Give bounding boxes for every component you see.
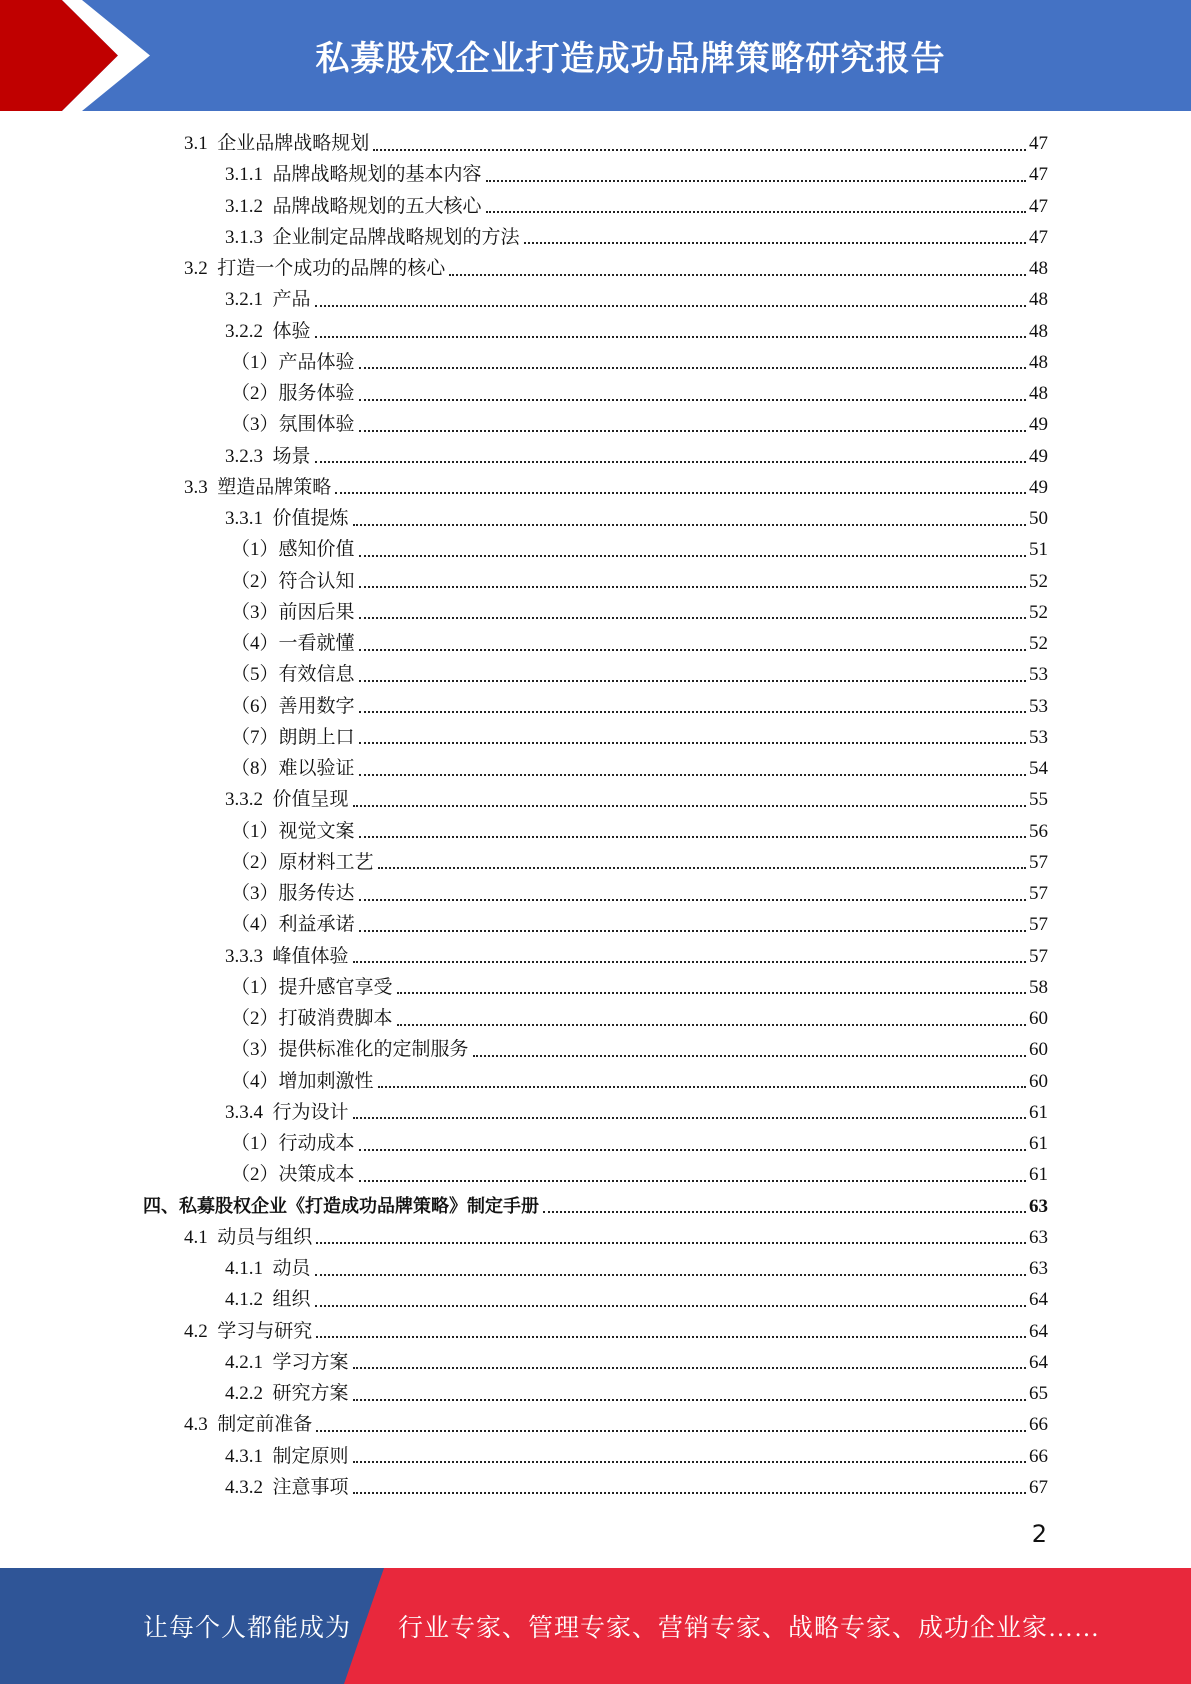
toc-entry-page: 52: [1029, 601, 1048, 623]
toc-leader-dots: [353, 1117, 1026, 1119]
toc-entry[interactable]: [0, 753, 1048, 784]
toc-entry[interactable]: [0, 1066, 1048, 1097]
toc-entry-label: 4.3 制定前准备: [184, 1414, 313, 1436]
toc-entry[interactable]: [0, 1347, 1048, 1378]
toc-leader-dots: [543, 1211, 1026, 1213]
toc-entry-label: （5）有效信息: [231, 664, 355, 686]
toc-entry[interactable]: [0, 1128, 1048, 1159]
toc-entry[interactable]: [0, 597, 1048, 628]
toc-leader-dots: [315, 461, 1026, 463]
toc-entry-page: 60: [1029, 1008, 1048, 1030]
toc-entry-page: 61: [1029, 1133, 1048, 1155]
toc-entry-label: 4.2.1 学习方案: [225, 1351, 349, 1373]
toc-entry[interactable]: [0, 941, 1048, 972]
toc-entry-label: （1）视觉文案: [231, 820, 355, 842]
toc-entry-label: （4）利益承诺: [231, 914, 355, 936]
toc-leader-dots: [316, 1242, 1026, 1244]
toc-entry-label: 3.3 塑造品牌策略: [184, 476, 332, 498]
toc-entry-page: 52: [1029, 633, 1048, 655]
toc-entry[interactable]: [0, 1378, 1048, 1409]
toc-entry-label: 3.1 企业品牌战略规划: [184, 133, 370, 155]
toc-entry-label: （3）提供标准化的定制服务: [231, 1039, 469, 1061]
toc-leader-dots: [359, 742, 1026, 744]
toc-entry-page: 63: [1029, 1195, 1048, 1217]
page-footer: [0, 1568, 1191, 1684]
toc-leader-dots: [359, 836, 1026, 838]
toc-entry[interactable]: [0, 659, 1048, 690]
toc-entry[interactable]: [0, 503, 1048, 534]
toc-leader-dots: [359, 774, 1026, 776]
toc-entry[interactable]: [0, 159, 1048, 190]
toc-entry[interactable]: [0, 409, 1048, 440]
toc-entry[interactable]: [0, 128, 1048, 159]
toc-entry[interactable]: [0, 972, 1048, 1003]
toc-entry[interactable]: [0, 691, 1048, 722]
toc-entry-page: 48: [1029, 289, 1048, 311]
toc-entry-page: 57: [1029, 945, 1048, 967]
toc-entry[interactable]: [0, 347, 1048, 378]
toc-leader-dots: [486, 180, 1026, 182]
toc-leader-dots: [359, 617, 1026, 619]
toc-entry[interactable]: [0, 1472, 1048, 1503]
toc-entry-page: 51: [1029, 539, 1048, 561]
toc-leader-dots: [316, 1336, 1026, 1338]
toc-leader-dots: [359, 399, 1026, 401]
toc-entry-page: 48: [1029, 320, 1048, 342]
toc-entry-label: （2）原材料工艺: [231, 851, 374, 873]
toc-entry-page: 49: [1029, 476, 1048, 498]
toc-entry-label: 3.3.4 行为设计: [225, 1101, 349, 1123]
toc-leader-dots: [335, 492, 1026, 494]
toc-leader-dots: [353, 805, 1026, 807]
toc-entry-page: 61: [1029, 1164, 1048, 1186]
toc-entry[interactable]: [0, 1441, 1048, 1472]
toc-entry-label: 3.3.2 价值呈现: [225, 789, 349, 811]
toc-entry-label: （2）打破消费脚本: [231, 1008, 393, 1030]
page-number: 2: [1031, 1520, 1047, 1548]
toc-entry[interactable]: [0, 909, 1048, 940]
toc-leader-dots: [359, 586, 1026, 588]
toc-entry-page: 66: [1029, 1445, 1048, 1467]
toc-entry[interactable]: [0, 534, 1048, 565]
toc-entry[interactable]: [0, 878, 1048, 909]
toc-entry[interactable]: [0, 1097, 1048, 1128]
toc-leader-dots: [353, 1367, 1026, 1369]
toc-entry-label: 3.3.3 峰值体验: [225, 945, 349, 967]
toc-entry-label: （4）增加刺激性: [231, 1070, 374, 1092]
toc-entry-page: 47: [1029, 164, 1048, 186]
toc-leader-dots: [359, 367, 1026, 369]
toc-leader-dots: [359, 930, 1026, 932]
toc-entry-label: 4.2.2 研究方案: [225, 1383, 349, 1405]
toc-entry[interactable]: [0, 253, 1048, 284]
toc-entry-label: 3.2.3 场景: [225, 445, 311, 467]
toc-leader-dots: [397, 1024, 1026, 1026]
toc-leader-dots: [359, 430, 1026, 432]
toc-entry[interactable]: [0, 816, 1048, 847]
toc-entry-page: 57: [1029, 914, 1048, 936]
toc-entry-page: 48: [1029, 258, 1048, 280]
toc-leader-dots: [397, 992, 1026, 994]
toc-entry-label: （4）一看就懂: [231, 633, 355, 655]
toc-entry-page: 52: [1029, 570, 1048, 592]
toc-entry-page: 53: [1029, 664, 1048, 686]
footer-slogan-right: 行业专家、管理专家、营销专家、战略专家、成功企业家……: [398, 1615, 1101, 1642]
toc-entry-label: 3.2.1 产品: [225, 289, 311, 311]
toc-entry-label: 3.2 打造一个成功的品牌的核心: [184, 258, 446, 280]
header-chevron-decoration: [0, 0, 160, 111]
toc-entry[interactable]: [0, 472, 1048, 503]
toc-entry-label: 3.1.3 企业制定品牌战略规划的方法: [225, 226, 520, 248]
toc-entry-page: 67: [1029, 1476, 1048, 1498]
toc-entry-page: 53: [1029, 726, 1048, 748]
toc-entry-label: 4.1 动员与组织: [184, 1226, 313, 1248]
toc-entry[interactable]: [0, 847, 1048, 878]
toc-entry-page: 47: [1029, 226, 1048, 248]
toc-leader-dots: [315, 1305, 1026, 1307]
toc-leader-dots: [359, 680, 1026, 682]
toc-entry-page: 54: [1029, 758, 1048, 780]
toc-entry-label: （6）善用数字: [231, 695, 355, 717]
toc-entry[interactable]: [0, 784, 1048, 815]
toc-leader-dots: [359, 899, 1026, 901]
toc-entry-page: 64: [1029, 1289, 1048, 1311]
toc-leader-dots: [378, 867, 1026, 869]
toc-entry-page: 64: [1029, 1351, 1048, 1373]
toc-entry-page: 58: [1029, 976, 1048, 998]
toc-entry[interactable]: [0, 1253, 1048, 1284]
toc-entry-label: （2）决策成本: [231, 1164, 355, 1186]
toc-entry-page: 63: [1029, 1258, 1048, 1280]
toc-leader-dots: [353, 1492, 1026, 1494]
toc-entry-page: 49: [1029, 414, 1048, 436]
toc-entry[interactable]: [0, 722, 1048, 753]
toc-entry-label: 四、私募股权企业《打造成功品牌策略》制定手册: [143, 1195, 539, 1217]
toc-entry-label: （1）产品体验: [231, 351, 355, 373]
report-title: 私募股权企业打造成功品牌策略研究报告: [315, 39, 946, 79]
toc-entry[interactable]: [0, 378, 1048, 409]
toc-entry-label: （2）符合认知: [231, 570, 355, 592]
toc-entry[interactable]: [0, 1222, 1048, 1253]
toc-leader-dots: [373, 149, 1026, 151]
toc-leader-dots: [359, 1180, 1026, 1182]
toc-entry[interactable]: [0, 191, 1048, 222]
toc-entry[interactable]: [0, 1191, 1048, 1222]
toc-entry-label: 3.1.1 品牌战略规划的基本内容: [225, 164, 482, 186]
toc-entry-page: 48: [1029, 351, 1048, 373]
footer-slogan-left: 让每个人都能成为: [143, 1615, 352, 1642]
toc-leader-dots: [353, 524, 1026, 526]
toc-entry[interactable]: [0, 628, 1048, 659]
toc-entry-label: 3.2.2 体验: [225, 320, 311, 342]
toc-entry-label: 4.3.2 注意事项: [225, 1476, 349, 1498]
table-of-contents: [0, 128, 1191, 1503]
toc-entry[interactable]: [0, 1316, 1048, 1347]
toc-leader-dots: [359, 1149, 1026, 1151]
toc-entry-label: 3.3.1 价值提炼: [225, 508, 349, 530]
toc-leader-dots: [486, 211, 1026, 213]
toc-entry-page: 47: [1029, 195, 1048, 217]
toc-entry-label: （1）提升感官享受: [231, 976, 393, 998]
toc-leader-dots: [316, 1430, 1026, 1432]
toc-entry[interactable]: [0, 441, 1048, 472]
toc-entry-label: 3.1.2 品牌战略规划的五大核心: [225, 195, 482, 217]
toc-entry-page: 55: [1029, 789, 1048, 811]
toc-entry-label: 4.1.1 动员: [225, 1258, 311, 1280]
toc-entry-page: 49: [1029, 445, 1048, 467]
toc-entry[interactable]: [0, 222, 1048, 253]
toc-entry[interactable]: [0, 1159, 1048, 1190]
toc-entry-page: 60: [1029, 1039, 1048, 1061]
toc-entry-label: （3）氛围体验: [231, 414, 355, 436]
toc-entry-page: 63: [1029, 1226, 1048, 1248]
toc-leader-dots: [315, 336, 1026, 338]
toc-entry[interactable]: [0, 316, 1048, 347]
toc-entry-label: （2）服务体验: [231, 383, 355, 405]
toc-entry-label: （3）前因后果: [231, 601, 355, 623]
toc-entry-label: 4.2 学习与研究: [184, 1320, 313, 1342]
toc-leader-dots: [524, 242, 1026, 244]
toc-entry-page: 57: [1029, 883, 1048, 905]
toc-entry-label: （1）感知价值: [231, 539, 355, 561]
toc-entry[interactable]: [0, 284, 1048, 315]
toc-entry[interactable]: [0, 1003, 1048, 1034]
page-header: [0, 0, 1191, 111]
toc-entry[interactable]: [0, 1284, 1048, 1315]
toc-entry[interactable]: [0, 1409, 1048, 1440]
toc-entry-page: 47: [1029, 133, 1048, 155]
toc-entry-page: 66: [1029, 1414, 1048, 1436]
toc-entry[interactable]: [0, 566, 1048, 597]
toc-entry-label: 4.1.2 组织: [225, 1289, 311, 1311]
toc-entry[interactable]: [0, 1034, 1048, 1065]
toc-entry-label: （8）难以验证: [231, 758, 355, 780]
toc-leader-dots: [359, 555, 1026, 557]
toc-leader-dots: [315, 1274, 1026, 1276]
toc-entry-page: 57: [1029, 851, 1048, 873]
toc-entry-page: 53: [1029, 695, 1048, 717]
toc-entry-page: 60: [1029, 1070, 1048, 1092]
toc-entry-page: 64: [1029, 1320, 1048, 1342]
toc-leader-dots: [449, 274, 1026, 276]
toc-entry-page: 50: [1029, 508, 1048, 530]
toc-leader-dots: [353, 1399, 1026, 1401]
toc-entry-label: （7）朗朗上口: [231, 726, 355, 748]
toc-leader-dots: [353, 1461, 1026, 1463]
toc-leader-dots: [359, 711, 1026, 713]
toc-entry-page: 65: [1029, 1383, 1048, 1405]
toc-entry-page: 61: [1029, 1101, 1048, 1123]
toc-leader-dots: [378, 1086, 1026, 1088]
toc-leader-dots: [359, 649, 1026, 651]
toc-leader-dots: [353, 961, 1026, 963]
toc-leader-dots: [473, 1055, 1026, 1057]
toc-entry-page: 56: [1029, 820, 1048, 842]
toc-entry-label: （1）行动成本: [231, 1133, 355, 1155]
toc-entry-label: （3）服务传达: [231, 883, 355, 905]
toc-entry-label: 4.3.1 制定原则: [225, 1445, 349, 1467]
toc-leader-dots: [315, 305, 1026, 307]
toc-entry-page: 48: [1029, 383, 1048, 405]
